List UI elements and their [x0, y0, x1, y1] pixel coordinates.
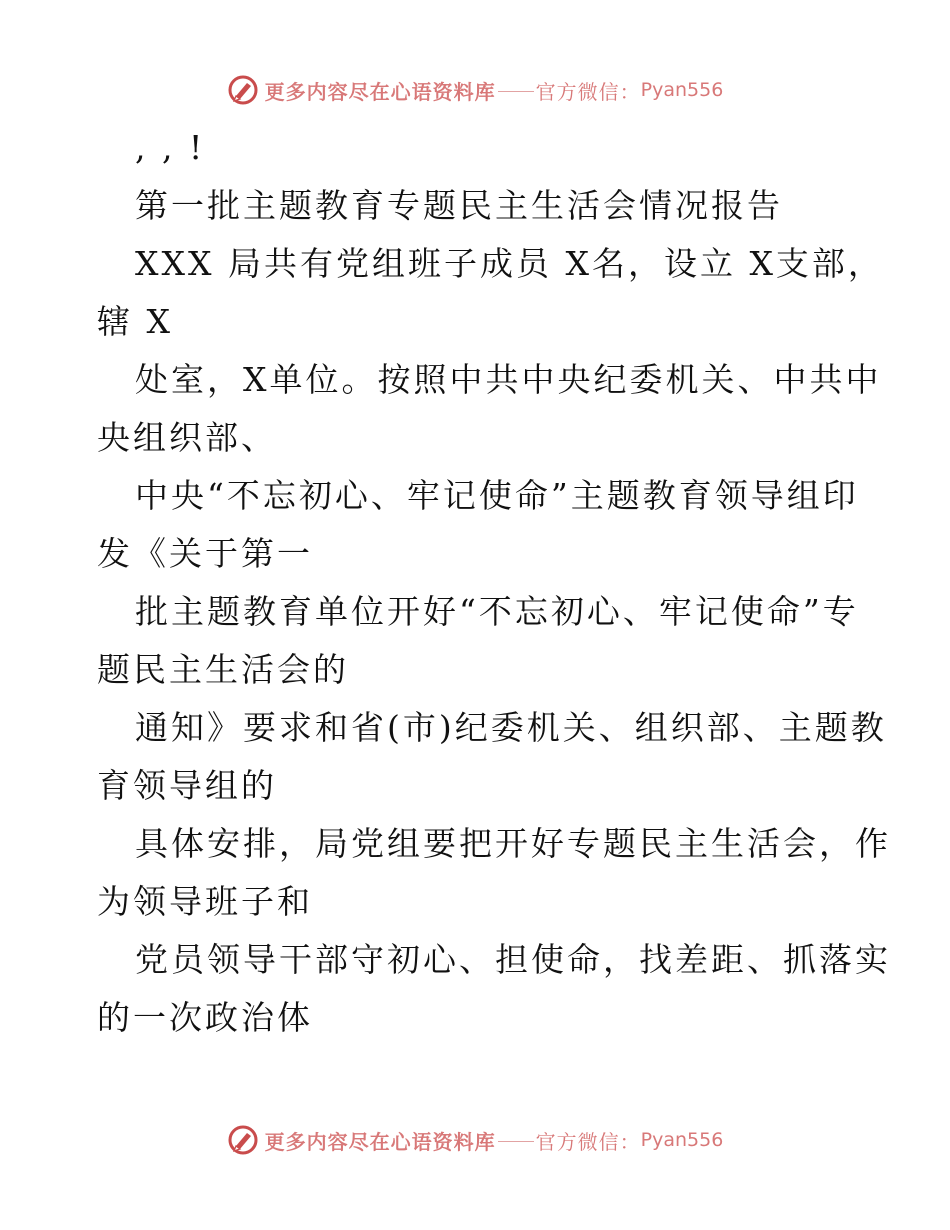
- body-line: , , !: [135, 128, 206, 167]
- banner-wechat-id: Pyan556: [640, 1129, 724, 1151]
- pen-logo-icon: [227, 1124, 259, 1156]
- banner-wechat-label: 官方微信：: [535, 1129, 641, 1154]
- body-line: 中央“不忘初心、牢记使命”主题教育领导组印: [135, 476, 859, 515]
- body-line: 育领导组的: [97, 766, 277, 805]
- body-line: 具体安排，局党组要把开好专题民主生活会，作: [135, 824, 891, 863]
- body-line: 处室，X单位。按照中共中央纪委机关、中共中: [135, 360, 882, 399]
- footer-banner: [0, 1120, 950, 1160]
- body-line: 为领导班子和: [97, 882, 313, 921]
- banner-wechat-label: 官方微信：: [535, 79, 641, 104]
- body-line: 题民主生活会的: [97, 650, 349, 689]
- body-line: 通知》要求和省(市)纪委机关、组织部、主题教: [135, 708, 887, 747]
- body-line: 党员领导干部守初心、担使命，找差距、抓落实: [135, 940, 891, 979]
- body-line: 央组织部、: [97, 418, 277, 457]
- body-line: 辖 X: [97, 302, 173, 341]
- body-line: 的一次政治体: [97, 998, 313, 1037]
- document-title: 第一批主题教育专题民主生活会情况报告: [135, 186, 783, 225]
- body-line: XXX 局共有党组班子成员 X名，设立 X支部，: [135, 244, 884, 283]
- body-line: 发《关于第一: [97, 534, 313, 573]
- body-line: 批主题教育单位开好“不忘初心、牢记使命”专: [135, 592, 859, 631]
- header-banner: [0, 70, 950, 110]
- banner-wechat-id: Pyan556: [640, 79, 724, 101]
- banner-divider: [498, 1141, 534, 1142]
- banner-divider: [498, 91, 534, 92]
- banner-slogan: 更多内容尽在心语资料库: [264, 1129, 496, 1154]
- banner-slogan: 更多内容尽在心语资料库: [264, 79, 496, 104]
- pen-logo-icon: [227, 74, 259, 106]
